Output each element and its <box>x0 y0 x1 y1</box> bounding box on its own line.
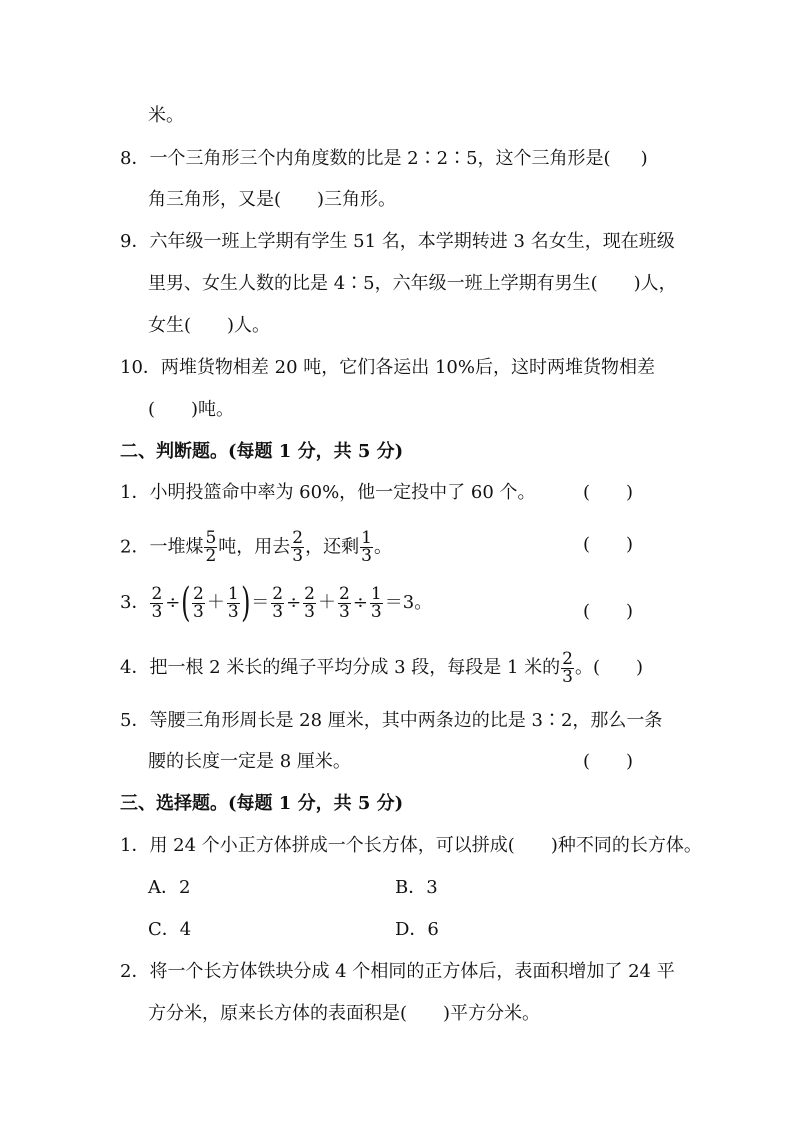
s2-q2-mid1: 吨，用去 <box>218 536 291 558</box>
q8-line1 <box>120 147 648 171</box>
divide-sign: ÷ <box>352 592 368 613</box>
s3-q1-option-d: D．6 <box>395 919 439 940</box>
s2-q4-answer-paren: ( ) <box>592 657 644 678</box>
fraction: $\frac{2}{3}$ <box>272 583 284 622</box>
q8-text-b: ) <box>640 148 648 169</box>
s2-q2-text <box>120 530 392 564</box>
q10-line1: 10．两堆货物相差 20 吨，它们各运出 10%后，这时两堆货物相差 <box>120 357 655 378</box>
s2-q4-end: 。 <box>574 657 593 678</box>
q9-line3: 女生( )人。 <box>148 315 271 336</box>
plus-sign: ＋ <box>206 592 225 613</box>
q8-text-a: 8．一个三角形三个内角度数的比是 2∶2∶5，这个三角形是( <box>120 148 611 169</box>
q8-line2: 角三角形，又是( )三角形。 <box>148 189 397 210</box>
s3-q1-option-a: A．2 <box>148 877 191 898</box>
equals-sign: ＝ <box>251 592 270 613</box>
s3-q2-line2: 方分米，原来长方体的表面积是( )平方分米。 <box>148 1003 541 1024</box>
right-paren: ) <box>240 580 251 626</box>
s2-q2-end: 。 <box>373 536 392 558</box>
fraction: $\frac{2}{3}$ <box>151 583 163 622</box>
s2-q2-answer-paren: ( ) <box>583 534 634 555</box>
s2-q1-answer-paren: ( ) <box>583 482 634 503</box>
s2-q1-text: 1．小明投篮命中率为 60%，他一定投中了 60 个。 <box>120 482 536 503</box>
left-paren: ( <box>181 580 191 626</box>
fraction: $\frac{1}{3}$ <box>227 583 239 622</box>
s3-q1-text: 1．用 24 个小正方体拼成一个长方体，可以拼成( )种不同的长方体。 <box>120 835 702 856</box>
s2-q3-text <box>120 580 433 626</box>
s2-q4-pre: 4．把一根 2 米长的绳子平均分成 3 段，每段是 1 米的 <box>120 657 561 678</box>
s3-q2-line1: 2．将一个长方体铁块分成 4 个相同的正方体后，表面积增加了 24 平 <box>120 961 675 982</box>
q9-line2: 里男、女生人数的比是 4∶5，六年级一班上学期有男生( )人， <box>148 273 677 294</box>
s2-q2-pre: 2．一堆煤 <box>120 536 204 558</box>
fraction: $\frac{2}{3}$ <box>562 648 573 687</box>
section3-title: 三、选择题。(每题 1 分，共 5 分) <box>120 793 404 814</box>
fraction: $\frac{2}{3}$ <box>304 583 315 622</box>
s3-q1-option-c: C．4 <box>148 919 192 940</box>
equals-result: ＝3。 <box>384 592 433 613</box>
s2-q4-text <box>120 650 643 686</box>
fraction: $\frac{5}{2}$ <box>205 528 217 566</box>
q9-line1: 9．六年级一班上学期有学生 51 名，本学期转进 3 名女生，现在班级 <box>120 231 675 252</box>
s2-q3-answer-paren: ( ) <box>583 601 634 622</box>
fraction: $\frac{2}{3}$ <box>192 583 204 622</box>
s2-q2-mid2: ，还剩 <box>305 536 360 558</box>
s2-q5-line2: 腰的长度一定是 8 厘米。 <box>148 751 351 772</box>
fraction: $\frac{2}{3}$ <box>292 528 304 566</box>
q10-line2: ( )吨。 <box>148 399 235 420</box>
s3-q1-option-b: B．3 <box>395 877 438 898</box>
s2-q5-answer-paren: ( ) <box>583 751 634 772</box>
plus-sign: ＋ <box>318 592 336 613</box>
divide-sign: ÷ <box>286 592 302 613</box>
divide-sign: ÷ <box>165 592 181 613</box>
q7-continuation: 米。 <box>148 105 184 126</box>
section2-title: 二、判断题。(每题 1 分，共 5 分) <box>120 441 404 462</box>
fraction: $\frac{2}{3}$ <box>339 583 350 622</box>
s2-q5-line1: 5．等腰三角形周长是 28 厘米，其中两条边的比是 3∶2，那么一条 <box>120 710 663 731</box>
fraction: $\frac{1}{3}$ <box>361 528 372 566</box>
fraction: $\frac{1}{3}$ <box>370 583 382 622</box>
s2-q3-num: 3． <box>120 592 150 613</box>
